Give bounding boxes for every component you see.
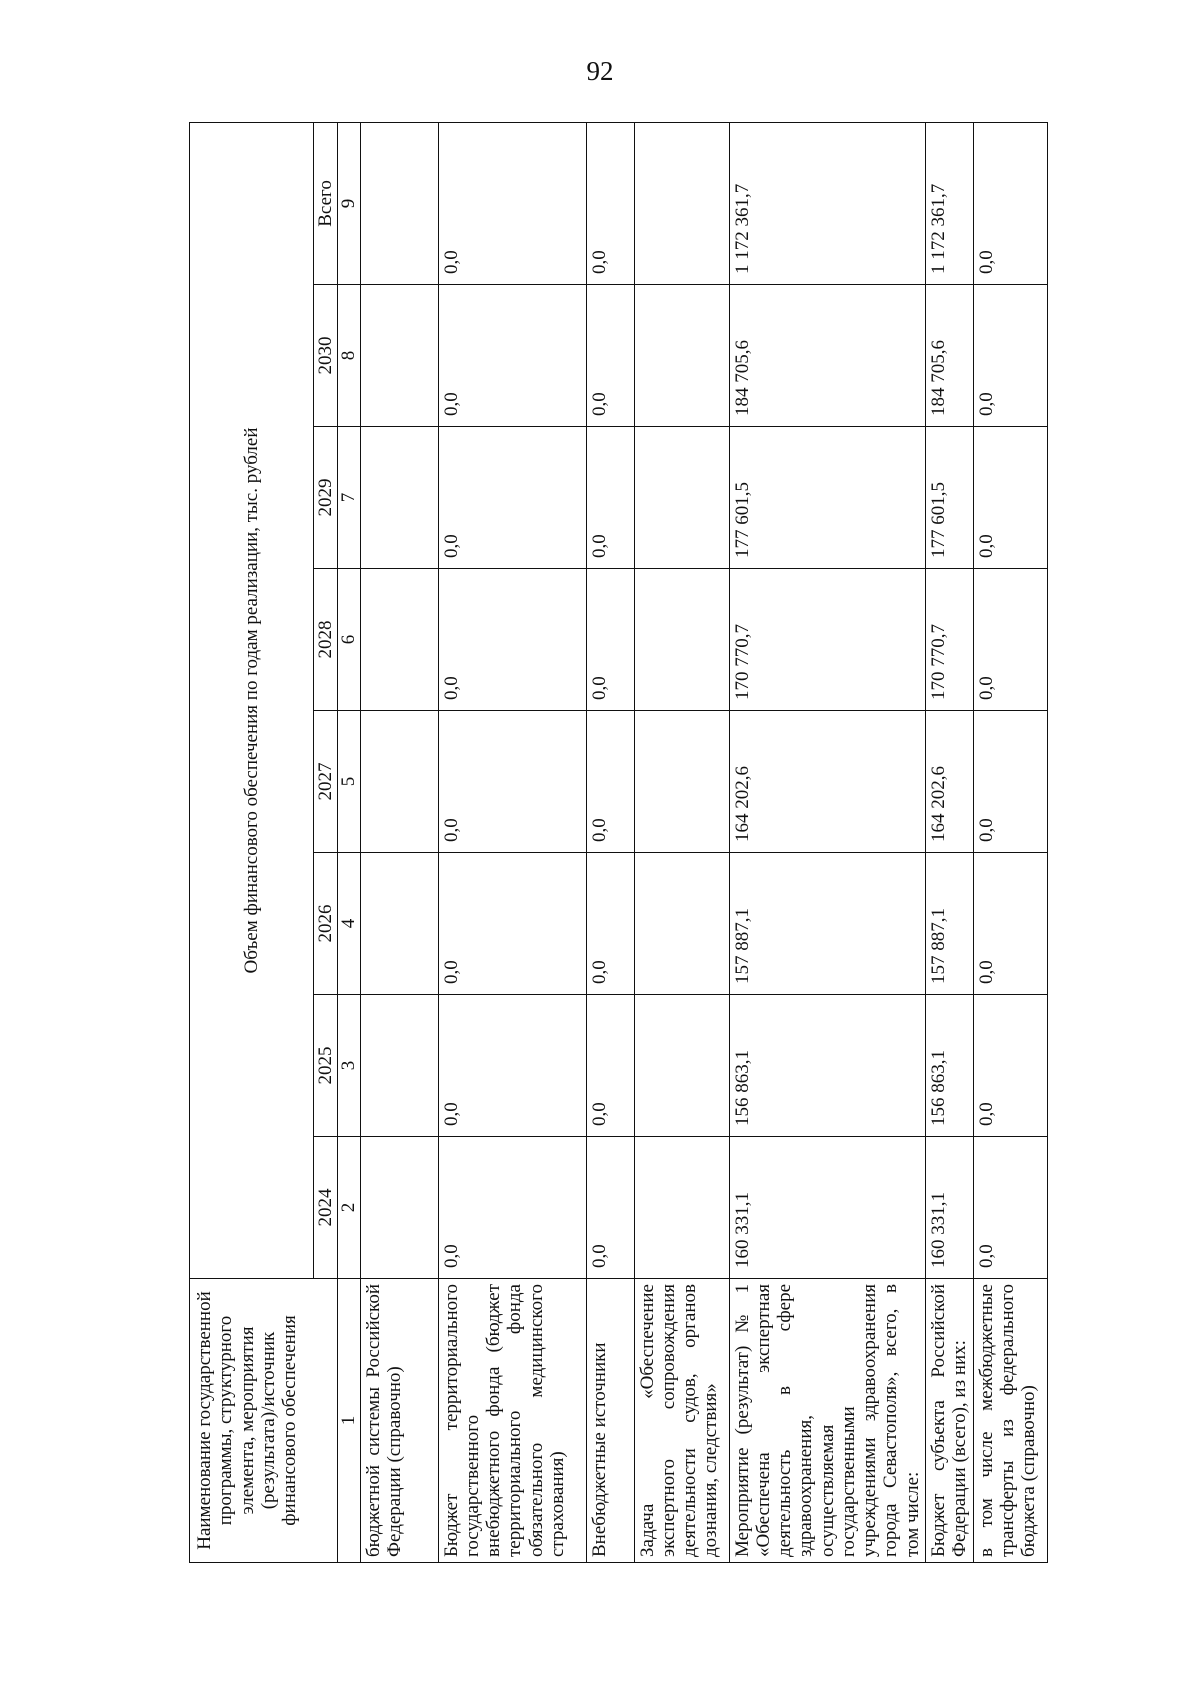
row-label: Бюджет субъекта Российской Федерации (всего), из них:: [925, 1279, 973, 1563]
value-cell: [360, 427, 438, 569]
value-cell: 0,0: [973, 995, 1047, 1137]
column-number: 5: [338, 711, 360, 853]
column-number: 4: [338, 853, 360, 995]
value-cell: 0,0: [586, 427, 634, 569]
row-label: Бюджет территориального государственного внебюджетного фонда (бюджет территориального фонда обязательного медицинского страхования): [438, 1279, 586, 1563]
page-number: 92: [586, 56, 614, 86]
year-header: 2027: [314, 711, 338, 853]
value-cell: [634, 569, 729, 711]
column-number: 2: [338, 1137, 360, 1279]
value-cell: 0,0: [973, 427, 1047, 569]
value-cell: [360, 995, 438, 1137]
value-cell: 177 601,5: [925, 427, 973, 569]
value-cell: 157 887,1: [925, 853, 973, 995]
year-header: 2028: [314, 569, 338, 711]
value-cell: 160 331,1: [925, 1137, 973, 1279]
value-cell: 0,0: [438, 427, 586, 569]
table-viewport: [189, 123, 1040, 1563]
rotated-table-container: [189, 123, 1040, 1563]
value-cell: 0,0: [438, 285, 586, 427]
value-cell: 1 172 361,7: [729, 122, 925, 284]
value-cell: [360, 711, 438, 853]
table-row: [360, 122, 438, 1562]
value-cell: [634, 122, 729, 284]
value-cell: 164 202,6: [729, 711, 925, 853]
value-cell: [360, 285, 438, 427]
value-cell: [360, 569, 438, 711]
value-cell: 157 887,1: [729, 853, 925, 995]
value-cell: 0,0: [973, 711, 1047, 853]
value-cell: 0,0: [438, 1137, 586, 1279]
year-header: 2030: [314, 285, 338, 427]
table-row: [586, 122, 634, 1562]
value-cell: 177 601,5: [729, 427, 925, 569]
value-cell: [634, 995, 729, 1137]
financing-table: [189, 122, 1048, 1563]
year-header: 2025: [314, 995, 338, 1137]
value-cell: [634, 711, 729, 853]
column-number: 1: [338, 1279, 360, 1563]
row-label: Внебюджетные источники: [586, 1279, 634, 1563]
value-cell: 0,0: [438, 569, 586, 711]
value-cell: [634, 285, 729, 427]
value-cell: 0,0: [973, 569, 1047, 711]
value-cell: 0,0: [438, 995, 586, 1137]
value-cell: 0,0: [586, 853, 634, 995]
table-row: [973, 122, 1047, 1562]
value-cell: 0,0: [973, 122, 1047, 284]
table-row: [925, 122, 973, 1562]
name-column-header: Наименование государственной программы, структурного элемента, мероприятия (результата)/источник финансового обеспечения: [190, 1279, 338, 1563]
value-cell: 170 770,7: [925, 569, 973, 711]
value-cell: [634, 1137, 729, 1279]
value-cell: [360, 853, 438, 995]
value-cell: 156 863,1: [729, 995, 925, 1137]
table-row: [634, 122, 729, 1562]
year-header: 2029: [314, 427, 338, 569]
row-label: Мероприятие (результат) № 1 «Обеспечена экспертная деятельность в сфере здравоохранения, осуществляемая государственными учреждениями здравоохранения города Севастополя», всего, в том числе:: [729, 1279, 925, 1563]
value-cell: [360, 122, 438, 284]
value-cell: 0,0: [438, 711, 586, 853]
table-row: [438, 122, 586, 1562]
column-number: 7: [338, 427, 360, 569]
total-header: Всего: [314, 122, 338, 284]
value-cell: 0,0: [586, 711, 634, 853]
year-header: 2024: [314, 1137, 338, 1279]
value-cell: 164 202,6: [925, 711, 973, 853]
value-cell: 184 705,6: [925, 285, 973, 427]
value-cell: 156 863,1: [925, 995, 973, 1137]
value-cell: 0,0: [586, 569, 634, 711]
value-cell: 160 331,1: [729, 1137, 925, 1279]
value-cell: 0,0: [973, 1137, 1047, 1279]
row-label: Задача «Обеспечение экспертного сопровождения деятельности судов, органов дознания, следствия»: [634, 1279, 729, 1563]
row-label: в том числе межбюджетные трансферты из федерального бюджета (справочно): [973, 1279, 1047, 1563]
value-cell: [360, 1137, 438, 1279]
value-cell: 0,0: [586, 995, 634, 1137]
column-number: 9: [338, 122, 360, 284]
funding-volume-header: Объем финансового обеспечения по годам реализации, тыс. рублей: [190, 122, 314, 1278]
value-cell: [634, 427, 729, 569]
value-cell: 1 172 361,7: [925, 122, 973, 284]
value-cell: 0,0: [586, 1137, 634, 1279]
value-cell: 0,0: [586, 285, 634, 427]
year-header: 2026: [314, 853, 338, 995]
value-cell: 0,0: [586, 122, 634, 284]
value-cell: 170 770,7: [729, 569, 925, 711]
value-cell: 0,0: [438, 853, 586, 995]
value-cell: 0,0: [973, 853, 1047, 995]
value-cell: [634, 853, 729, 995]
column-number: 6: [338, 569, 360, 711]
table-row: [729, 122, 925, 1562]
value-cell: 184 705,6: [729, 285, 925, 427]
value-cell: 0,0: [973, 285, 1047, 427]
column-number: 8: [338, 285, 360, 427]
row-label: бюджетной системы Российской Федерации (справочно): [360, 1279, 438, 1563]
value-cell: 0,0: [438, 122, 586, 284]
column-number: 3: [338, 995, 360, 1137]
